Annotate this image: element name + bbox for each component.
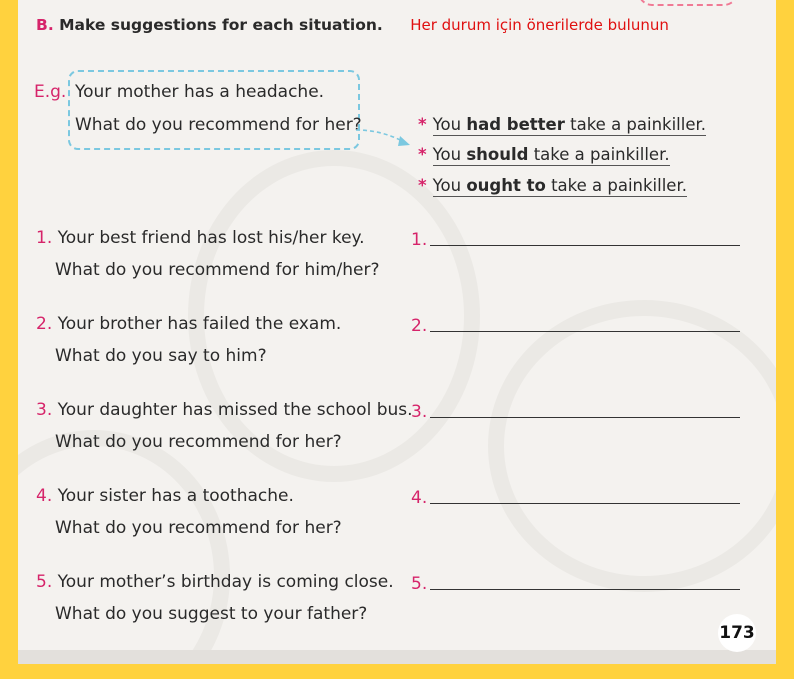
example-situation: Your mother has a headache. — [75, 82, 325, 102]
exercise-translation: Her durum için önerilerde bulunun — [410, 16, 669, 34]
item-situation: 2. Your brother has failed the exam. — [36, 314, 342, 334]
answer-number: 4. — [411, 488, 428, 508]
page-number: 173 — [718, 614, 756, 652]
item-situation: 5. Your mother’s birthday is coming close. — [36, 572, 394, 592]
item-number: 3. — [36, 400, 53, 420]
top-dashed-tab — [638, 0, 738, 6]
answer-number: 2. — [411, 316, 428, 336]
answer-blank-line[interactable] — [430, 231, 740, 246]
background-swirl — [488, 300, 776, 592]
exercise-title: Make suggestions for each situation. — [59, 16, 383, 34]
item-situation: 4. Your sister has a toothache. — [36, 486, 294, 506]
modal-phrase: had better — [466, 115, 565, 134]
example-answer: * You ought to take a painkiller. — [418, 176, 687, 195]
item-question: What do you recommend for him/her? — [55, 260, 380, 280]
answer-number: 1. — [411, 230, 428, 250]
dashed-arrow-icon — [354, 122, 414, 152]
item-situation: 3. Your daughter has missed the school bus. — [36, 400, 413, 420]
item-question: What do you say to him? — [55, 346, 267, 366]
modal-phrase: ought to — [466, 176, 546, 195]
exercise-heading — [36, 16, 669, 34]
answer-number: 5. — [411, 574, 428, 594]
answer-number: 3. — [411, 402, 428, 422]
answer-blank-line[interactable] — [430, 489, 740, 504]
answer-blank-line[interactable] — [430, 317, 740, 332]
example-answer: * You had better take a painkiller. — [418, 115, 707, 134]
item-number: 1. — [36, 228, 53, 248]
star-bullet-icon: * — [418, 115, 427, 134]
answer-blank-line[interactable] — [430, 403, 740, 418]
item-number: 4. — [36, 486, 53, 506]
example-label: E.g. — [34, 82, 67, 102]
page-bottom-strip — [18, 650, 776, 664]
item-question: What do you recommend for her? — [55, 432, 342, 452]
item-question: What do you recommend for her? — [55, 518, 342, 538]
item-number: 5. — [36, 572, 53, 592]
item-situation: 1. Your best friend has lost his/her key. — [36, 228, 365, 248]
item-number: 2. — [36, 314, 53, 334]
exercise-letter: B. — [36, 16, 54, 34]
example-answer: * You should take a painkiller. — [418, 145, 670, 164]
modal-phrase: should — [466, 145, 529, 164]
answer-blank-line[interactable] — [430, 575, 740, 590]
example-question: What do you recommend for her? — [75, 115, 362, 135]
item-question: What do you suggest to your father? — [55, 604, 368, 624]
star-bullet-icon: * — [418, 145, 427, 164]
star-bullet-icon: * — [418, 176, 427, 195]
